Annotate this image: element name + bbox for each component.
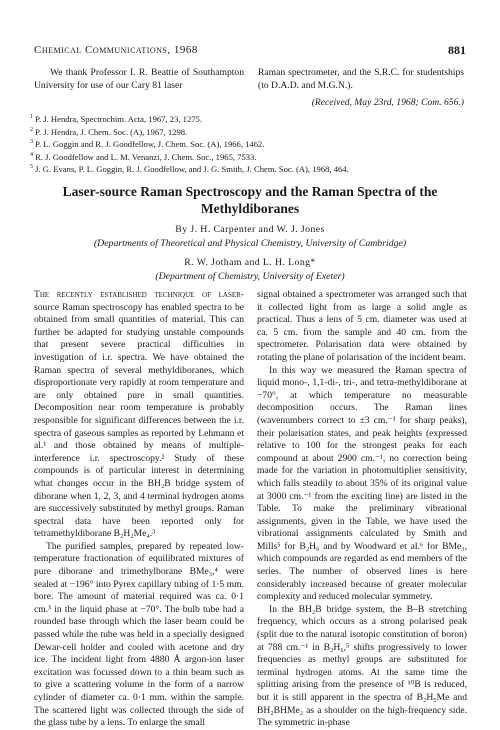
body-column-right xyxy=(257,289,467,730)
body-paragraph: signal obtained a spectrometer was arranged such that it collected light from as large a solid angle as practical. Thus a lens of 5 cm. diameter was used at ca. 5 cm. from the sample and 40 cm. from the spectrometer. Polarisation data were obtained by rotating the plane of polarisation of the incident beam. xyxy=(257,289,467,363)
author-line-2: R. W. Jotham and L. H. Long* xyxy=(184,257,316,268)
received-date: (Received, May 23rd, 1968; Com. 656.) xyxy=(311,97,464,108)
journal-name: Chemical Communications, 1968 xyxy=(34,44,198,56)
article-title: Laser-source Raman Spectroscopy and the Raman Spectra of the Methyldiboranes xyxy=(62,184,438,216)
reference-item: $^1$ P. J. Hendra, Spectrochim. Acta, 1967, 23, 1275. xyxy=(30,113,202,124)
acknowledgement-right: Raman spectrometer, and the S.R.C. for studentships (to D.A.D. and M.G.N.). xyxy=(258,67,464,91)
body-column-left xyxy=(34,289,244,730)
reference-item: $^5$ J. G. Evans, P. L. Goggin, R. J. Goodfellow, and J. G. Smith, J. Chem. Soc. (A), 1968, 464. xyxy=(30,164,349,175)
acknowledgement-left: We thank Professor I. R. Beattie of Southampton University for use of our Cary 81 laser xyxy=(34,67,244,91)
body-paragraph: The purified samples, prepared by repeated low-temperature fractionation of equilibrated mixtures of pure diborane and trimethylborane BMe₃,⁴ were sealed at −196° into Pyrex capillary tubing of 1·5 mm. bore. The amount of material required was ca. 0·1 cm.³ in the liquid phase at −70°. The bulb tube had a rounded base through which the laser beam could be passed while the tube was held in a specially designed Dewar-cell holder and cooled with acetone and dry ice. The incident light from 4880 Å argon-ion laser excitation was focussed down to a thin beam such as to give a scattering volume in the form of a narrow cylinder of diameter ca. 0·1 mm. within the sample. The scattered light was collected through the side of the glass tube by a lens. To enlarge the small xyxy=(34,540,244,729)
affiliation-2: (Department of Chemistry, University of Exeter) xyxy=(155,271,345,282)
page-header xyxy=(34,44,466,58)
body-paragraph: In this way we measured the Raman spectra of liquid mono-, 1,1-di-, tri-, and tetra-methyldiborane at −70°, at which temperature no measurable decomposition occurs. The Raman lines (wavenumbers correct to ±3 cm.⁻¹ for sharp peaks), their polarisation states, and peak heights (expressed relative to 100 for the strongest peaks for each compound at about 2900 cm.⁻¹, no correction being made for the variation in photomultiplier sensitivity, which falls steadily to about 35% of its original value at 3000 cm.⁻¹ from the exciting line) are listed in the Table. To make the preliminary vibrational assignments, given in the Table, we have used the vibrational assignments calculated by Smith and Mills⁵ for B₂H₆ and by Woodward et al.⁶ for BMe₃, which compounds are regarded as end members of the series. The number of observed lines is here considerably increased because of greater molecular complexity and reduced molecular symmetry. xyxy=(257,364,467,603)
affiliation-1: (Departments of Theoretical and Physical Chemistry, University of Cambridge) xyxy=(93,238,407,249)
body-paragraph: The recently established technique of laser-source Raman spectroscopy has enabled spectra to be obtained from small quantities of material. This can further be adapted for studying unstable compounds that present severe practical difficulties in investigation of i.r. spectra. We have obtained the Raman spectra of several methyldiboranes, which disproportionate very rapidly at room temperature and are only obtained pure in small quantities. Decomposition near room temperature is probably responsible for significant differences between the i.r. spectra of gaseous samples as reported by Lehmann et al.¹ and those obtained by means of multiple-interference i.r. spectroscopy.² Study of these compounds is of particular interest in determining what changes occur in the BH₂B bridge system of diborane when 1, 2, 3, and 4 terminal hydrogen atoms are successively substituted by methyl groups. Raman spectral data have been reported only for tetramethyldiborane B₂H₂Me₄.³ xyxy=(34,289,244,540)
reference-item: $^4$ R. J. Goodfellow and L. M. Venanzi, J. Chem. Soc., 1965, 7533. xyxy=(30,151,257,162)
reference-list xyxy=(30,112,470,175)
reference-item: $^2$ P. J. Hendra, J. Chem. Soc. (A), 1967, 1298. xyxy=(30,126,188,137)
body-paragraph: In the BH₂B bridge system, the B–B stretching frequency, which occurs as a strong polarised peak (split due to the natural isotopic constitution of boron) at 788 cm.⁻¹ in B₂H₆,⁵ shifts progressively to lower frequencies as methyl groups are substituted for terminal hydrogen atoms. At the same time the splitting arising from the presence of ¹⁰B is reduced, but it is still apparent in the spectra of B₂H₅Me and BH₂BHMe₂ as a shoulder on the high-frequency side. The symmetric in-phase xyxy=(257,603,467,729)
page-number: 881 xyxy=(448,43,466,57)
reference-item: $^3$ P. L. Goggin and R. J. Goodfellow, J. Chem. Soc. (A), 1966, 1462. xyxy=(30,138,265,149)
author-line-1: By J. H. Carpenter and W. J. Jones xyxy=(175,224,325,235)
